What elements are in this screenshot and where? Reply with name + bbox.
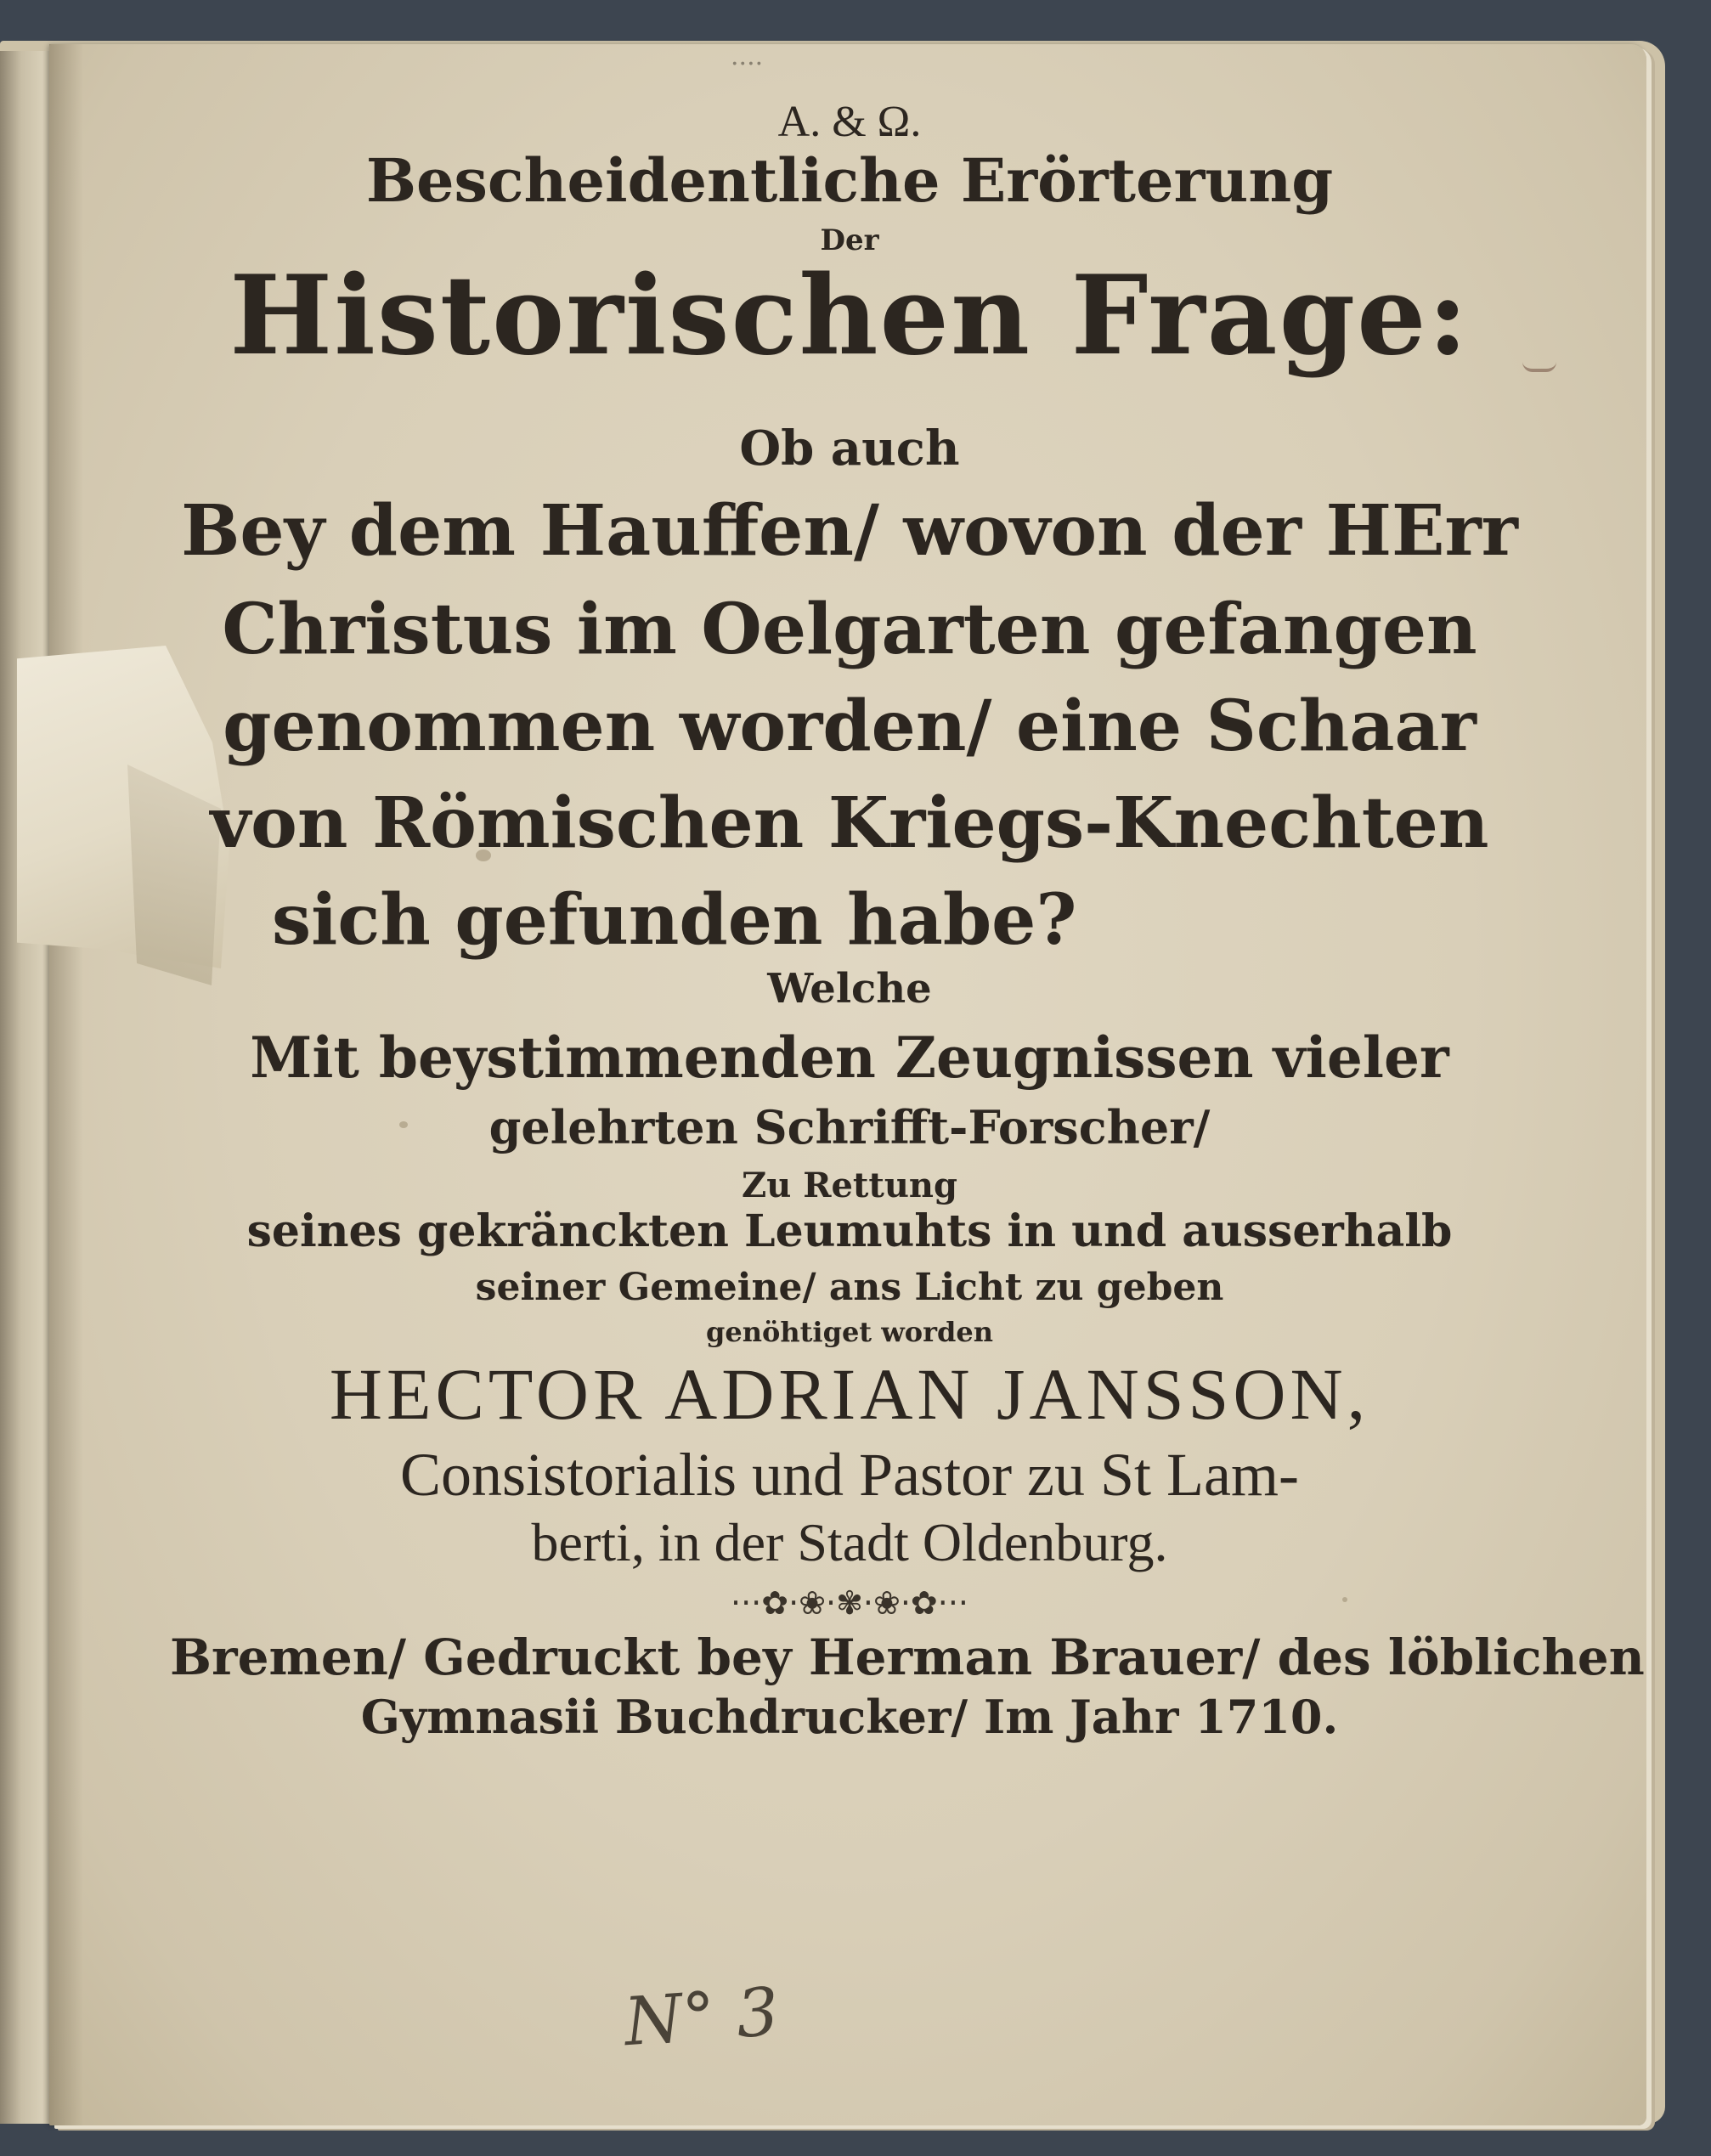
title-line: Welche [767, 965, 932, 1013]
title-line: Mit beystimmenden Zeugnissen vieler [250, 1024, 1449, 1091]
imprint-line: Bremen/ Gedruckt bey Herman Brauer/ des löblichen [170, 1628, 1645, 1686]
title-line: Christus im Oelgarten gefangen [222, 589, 1477, 670]
imprint-line: Gymnasii Buchdrucker/ Im Jahr 1710. [360, 1690, 1339, 1744]
author-name: HECTOR ADRIAN JANSSON, [329, 1353, 1370, 1435]
title-line: Bescheidentliche Erörterung [365, 145, 1334, 216]
top-margin-mark: ···· [731, 49, 764, 79]
author-title: Consistorialis und Pastor zu St Lam- [400, 1441, 1299, 1509]
main-title: Historischen Frage: [229, 252, 1470, 380]
title-line: genommen worden/ eine Schaar [223, 686, 1477, 767]
title-line: seines gekränckten Leumuhts in und ausserhalb [246, 1205, 1453, 1257]
title-line: Zu Rettung [742, 1165, 957, 1205]
title-line: seiner Gemeine/ ans Licht zu geben [475, 1266, 1224, 1309]
binding-edge [0, 51, 53, 2124]
title-line: Ob auch [739, 420, 960, 477]
printer-ornament: ···✿·❀·✾·❀·✿··· [731, 1584, 968, 1622]
title-line: gelehrten Schrifft-Forscher/ [488, 1100, 1211, 1154]
author-location: berti, in der Stadt Oldenburg. [531, 1512, 1168, 1572]
handwritten-number: N° 3 [622, 1973, 782, 2062]
title-line: von Römischen Kriegs-Knechten [210, 782, 1489, 864]
alpha-omega-marker: A. & Ω. [777, 98, 922, 146]
title-line: sich gefunden habe? [272, 879, 1077, 961]
gutter-shadow [49, 44, 83, 2125]
title-line: Der [820, 223, 879, 257]
title-line: Bey dem Hauffen/ wovon der HErr [181, 490, 1518, 572]
title-line: genöhtiget worden [706, 1316, 993, 1348]
